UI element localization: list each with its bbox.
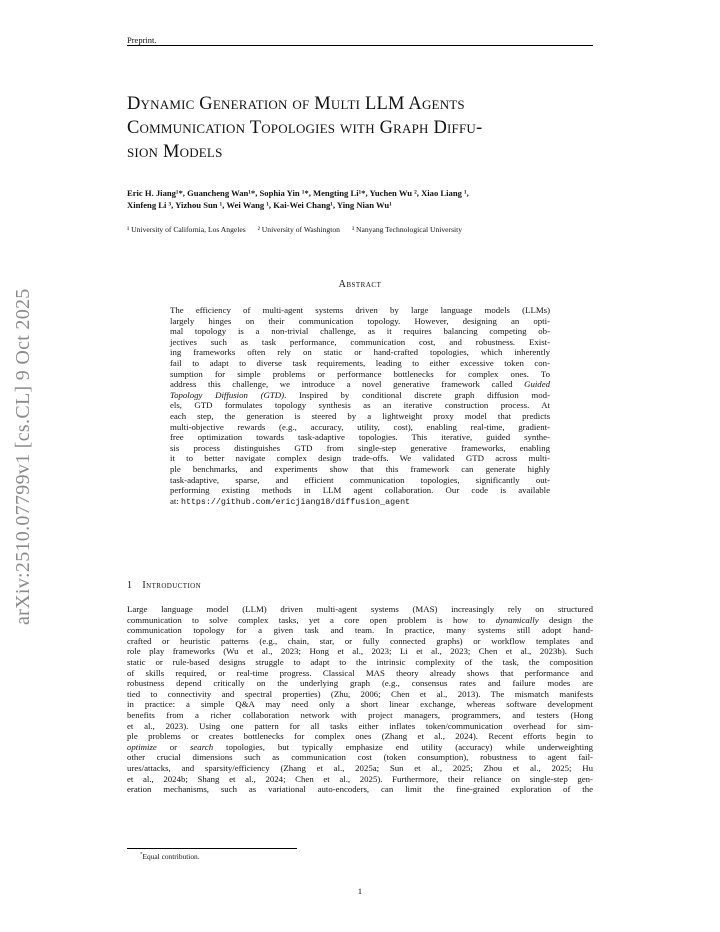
emphasis: optimize <box>127 741 157 752</box>
section-title: Introduction <box>142 580 202 591</box>
abstract-line: each step, the generation is steered by a lightweight proxy model that predicts <box>170 410 550 421</box>
body-line: in practice: a simple Q&A may need only a short linear exchange, whereas software development <box>127 699 593 710</box>
header-rule <box>127 45 593 46</box>
section-number: 1 <box>127 580 133 591</box>
abstract-line: The efficiency of multi-agent systems driven by large language models (LLMs) <box>170 305 550 315</box>
body-line: of skills required, or real-time progress. Classical MAS theory already shows that performance and <box>127 667 593 678</box>
abstract-body <box>170 305 550 506</box>
title-line: Communication Topologies with Graph Diffu- <box>127 118 483 138</box>
footnote-mark: * <box>140 852 143 858</box>
body-line: communication to solve complex tasks, yet a core open problem is how to dynamically design the <box>127 614 593 625</box>
body-line: eration mechanisms, such as variational auto-encoders, can limit the fine-grained exploration of the <box>127 784 593 795</box>
body-line: communication topology for a given task and team. In practice, many systems still adopt hand- <box>127 625 593 636</box>
body-line: crafted or heuristic patterns (e.g., chain, star, or fully connected graphs) or workflow templates and <box>127 635 593 646</box>
abstract-line: jectives such as task performance, communication cost, and robustness. Exist- <box>170 336 550 347</box>
emphasis: Topology Diffusion (GTD) <box>170 389 285 400</box>
abstract-line: largely hinges on their communication topology. However, designing an opti- <box>170 315 550 326</box>
body-line: et al., 2024b; Shang et al., 2024; Chen et al., 2025). Furthermore, their reliance on single-step gen- <box>127 773 593 784</box>
footnote-text: Equal contribution. <box>142 852 200 861</box>
page-number: 1 <box>357 886 363 896</box>
abstract-line: free optimization towards task-adaptive topologies. This iterative, guided synthe- <box>170 432 550 443</box>
title-line: sion Models <box>127 142 223 162</box>
emphasis: Guided <box>524 379 550 390</box>
abstract-line: fail to adapt to diverse task requirements, leading to either excessive token con- <box>170 357 550 368</box>
abstract-line: multi-objective rewards (e.g., accuracy, utility, cost), enabling real-time, gradient- <box>170 421 550 432</box>
abstract-line: ple benchmarks, and experiments show that this framework can generate highly <box>170 463 550 474</box>
code-link[interactable]: https://github.com/ericjiang18/diffusion_agent <box>181 497 411 507</box>
abstract-line: sis process distinguishes GTD from single-step generative frameworks, enabling <box>170 442 550 453</box>
affiliation: ³ Nanyang Technological University <box>351 225 463 234</box>
body-line: tied to connectivity and spectral properties) (Zhu, 2006; Chen et al., 2013). The mismatch manifests <box>127 688 593 699</box>
author-line: Eric H. Jiang¹*, Guancheng Wan¹*, Sophia Yin ¹*, Mengting Li¹*, Yuchen Wu ², Xiao Liang ¹, <box>127 188 469 198</box>
abstract-last-line <box>170 496 550 507</box>
body-line: benefits from a richer collaboration network with project managers, programmers, and testers (Hong <box>127 709 593 720</box>
paper-title <box>127 92 597 164</box>
author-list <box>127 187 597 211</box>
body-line: static or rule-based designs struggle to adapt to the intrinsic complexity of the task, the composition <box>127 656 593 667</box>
body-line: et al., 2023). Using one pattern for all tasks either inflates token/communication overhead for sim- <box>127 720 593 731</box>
running-header: Preprint. <box>127 35 157 45</box>
abstract-line-text: at: <box>170 495 181 506</box>
footnote-rule <box>127 848 297 849</box>
body-line: other crucial dimensions such as communication cost (token consumption), robustness to agent fail- <box>127 752 593 763</box>
abstract-line: Topology Diffusion (GTD). Inspired by conditional discrete graph diffusion mod- <box>170 389 550 400</box>
body-line: robustness depend critically on the underlying graph (e.g., consensus rates and failure modes are <box>127 678 593 689</box>
affiliation: ¹ University of California, Los Angeles <box>127 225 246 234</box>
title-line: Dynamic Generation of Multi LLM Agents <box>127 94 465 114</box>
abstract-line: els, GTD formulates topology synthesis as an iterative construction process. At <box>170 400 550 411</box>
abstract-line: ing frameworks often rely on static or hand-crafted topologies, which inherently <box>170 347 550 358</box>
arxiv-stamp[interactable]: arXiv:2510.07799v1 [cs.CL] 9 Oct 2025 <box>12 288 34 625</box>
body-line: ures/attacks, and sparsity/efficiency (Zhang et al., 2025a; Sun et al., 2025; Zhou et al., 2025; Hu <box>127 762 593 773</box>
body-line: role play frameworks (Wu et al., 2023; Hong et al., 2023; Li et al., 2023; Chen et al., 2023b). Such <box>127 646 593 657</box>
emphasis: dynamically <box>495 614 539 625</box>
abstract-line: performing existing methods in LLM agent collaboration. Our code is available <box>170 485 550 496</box>
abstract-line: it to better navigate complex design trade-offs. We validated GTD across multi- <box>170 453 550 464</box>
abstract-line: task-adaptive, sparse, and efficient communication topologies, significantly out- <box>170 474 550 485</box>
affiliation: ² University of Washington <box>257 225 340 234</box>
body-line: optimize or search topologies, but typically emphasize end utility (accuracy) while underweighting <box>127 741 593 752</box>
abstract-line: mal topology is a non-trivial challenge, as it requires balancing competing ob- <box>170 326 550 337</box>
footnote <box>140 852 200 861</box>
affiliations <box>127 225 597 234</box>
abstract-heading: Abstract <box>338 279 382 290</box>
intro-body <box>127 604 593 795</box>
abstract-line: address this challenge, we introduce a novel generative framework called Guided <box>170 379 550 390</box>
body-line: ple problems or creates bottlenecks for complex ones (Zhang et al., 2024). Recent efforts begin to <box>127 731 593 742</box>
abstract-line: sumption for simple problems or performance bottlenecks for complex ones. To <box>170 368 550 379</box>
author-line: Xinfeng Li ³, Yizhou Sun ¹, Wei Wang ¹, Kai-Wei Chang¹, Ying Nian Wu¹ <box>127 200 392 210</box>
section-heading <box>127 580 201 591</box>
emphasis: search <box>189 741 214 752</box>
body-line: Large language model (LLM) driven multi-agent systems (MAS) increasingly rely on structured <box>127 604 593 614</box>
